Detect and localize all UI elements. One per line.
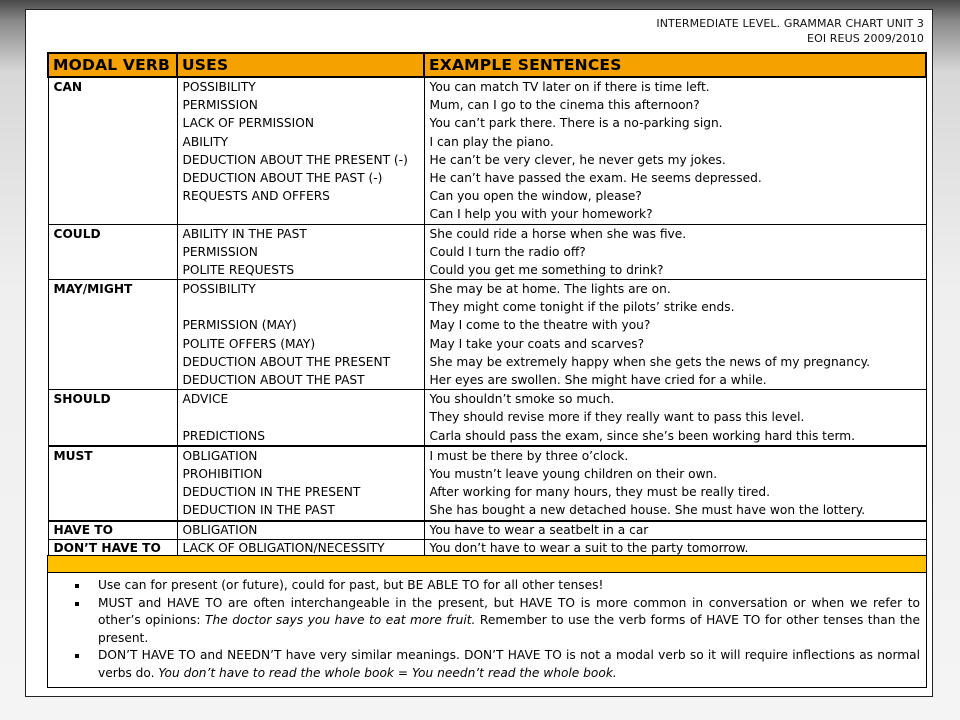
grammar-chart-sheet [25, 9, 933, 697]
uses-cell [177, 224, 424, 280]
uses-cell [177, 446, 424, 521]
use-item: ABILITY [182, 134, 229, 149]
column-header-uses: USES [177, 53, 424, 77]
example-sentence: Mum, can I go to the cinema this afternoon? [429, 98, 700, 113]
example-sentence: May I take your coats and scarves? [429, 336, 645, 351]
modal-verb-cell: HAVE TO [48, 521, 177, 540]
use-item [183, 408, 419, 426]
header-school: EOI REUS 2009/2010 [807, 32, 924, 45]
use-item: POSSIBILITY [182, 282, 256, 297]
modal-verb-cell: CAN [48, 77, 177, 224]
example-sentence: Her eyes are swollen. She might have cried for a while. [429, 373, 767, 387]
modal-verb-cell: MUST [48, 446, 177, 521]
modal-verb-cell: SHOULD [48, 390, 177, 446]
use-item: OBLIGATION [182, 448, 258, 463]
use-item [183, 298, 419, 316]
use-item: DEDUCTION ABOUT THE PRESENT (-) [182, 152, 408, 167]
examples-cell [424, 390, 926, 446]
example-sentence: You can’t park there. There is a no-parking sign. [429, 116, 723, 131]
use-item: POLITE REQUESTS [182, 262, 295, 277]
example-sentence: Could I turn the radio off? [429, 244, 586, 259]
example-sentence: She has bought a new detached house. She must have won the lottery. [429, 503, 866, 518]
use-item: DEDUCTION ABOUT THE PAST (-) [182, 170, 383, 185]
example-sentence: She may be extremely happy when she gets the news of my pregnancy. [429, 354, 870, 369]
examples-cell [424, 77, 926, 224]
use-item: ABILITY IN THE PAST [182, 226, 307, 241]
example-sentence: They should revise more if they really want to pass this level. [429, 410, 805, 425]
note-2 [98, 595, 920, 648]
examples-cell [424, 521, 926, 540]
use-item: POLITE OFFERS (MAY) [182, 336, 316, 351]
use-item: DEDUCTION ABOUT THE PRESENT [182, 354, 391, 369]
uses-cell [177, 77, 424, 224]
modal-verb-table [47, 52, 927, 558]
note-1 [98, 577, 920, 595]
example-sentence: Can you open the window, please? [429, 189, 642, 204]
usage-notes [47, 573, 927, 688]
note-2-text: MUST and HAVE TO are often interchangeable in the present, but HAVE TO is more common in conversation or when we refer to other’s opinions: [98, 595, 920, 627]
note-3-example: You don’t have to read the whole book = You needn’t read the whole book. [158, 665, 617, 680]
example-sentence: You don’t have to wear a suit to the party tomorrow. [429, 540, 749, 555]
example-sentence: Could you get me something to drink? [429, 262, 664, 277]
example-sentence: I must be there by three o’clock. [429, 448, 629, 463]
uses-cell [177, 521, 424, 540]
use-item: REQUESTS AND OFFERS [182, 189, 330, 204]
use-item [183, 205, 419, 223]
column-header-modal: MODAL VERB [48, 53, 177, 77]
table-row [48, 280, 926, 390]
uses-cell [177, 280, 424, 390]
example-sentence: After working for many hours, they must be really tired. [429, 485, 771, 500]
use-item: PERMISSION (MAY) [182, 318, 297, 333]
example-sentence: May I come to the theatre with you? [429, 318, 651, 333]
examples-cell [424, 280, 926, 390]
table-row [48, 390, 926, 446]
header-level: INTERMEDIATE LEVEL. GRAMMAR CHART UNIT 3 [656, 17, 924, 30]
example-sentence: You shouldn’t smoke so much. [429, 392, 615, 407]
modal-verb-cell: MAY/MIGHT [48, 280, 177, 390]
note-3 [98, 647, 920, 682]
column-header-examples: EXAMPLE SENTENCES [424, 53, 926, 77]
modal-verb-cell: DON’T HAVE TO [48, 539, 177, 557]
use-item: OBLIGATION [182, 522, 258, 537]
use-item: PROHIBITION [182, 466, 263, 481]
table-header-row [48, 53, 926, 77]
note-2-text-end: Remember to use the verb forms of HAVE TO for other tenses than the present. [98, 613, 921, 645]
table-row [48, 446, 926, 521]
document-header [656, 16, 924, 46]
example-sentence: They might come tonight if the pilots’ strike ends. [429, 300, 735, 315]
example-sentence: Carla should pass the exam, since she’s been working hard this term. [429, 428, 855, 443]
use-item: POSSIBILITY [182, 80, 256, 94]
use-item: DEDUCTION IN THE PRESENT [182, 485, 361, 500]
note-3-text: DON’T HAVE TO and NEEDN’T have very similar meanings. DON’T HAVE TO is not a modal verb so it will require inflections as normal verbs do. [98, 648, 920, 680]
examples-cell [424, 446, 926, 521]
example-sentence: You have to wear a seatbelt in a car [429, 522, 649, 537]
example-sentence: He can’t have passed the exam. He seems depressed. [429, 170, 762, 185]
uses-cell [177, 390, 424, 446]
use-item: LACK OF OBLIGATION/NECESSITY [182, 540, 385, 555]
example-sentence: He can’t be very clever, he never gets my jokes. [429, 152, 726, 167]
use-item: DEDUCTION IN THE PAST [182, 503, 335, 518]
example-sentence: Can I help you with your homework? [429, 207, 653, 222]
example-sentence: You mustn’t leave young children on their own. [429, 466, 718, 481]
example-sentence: I can play the piano. [429, 134, 554, 149]
use-item: PERMISSION [182, 244, 258, 259]
examples-cell [424, 224, 926, 280]
table-row [48, 224, 926, 280]
modal-verb-cell: COULD [48, 224, 177, 280]
example-sentence: She could ride a horse when she was five. [429, 226, 687, 241]
use-item: ADVICE [182, 392, 229, 407]
use-item: DEDUCTION ABOUT THE PAST [182, 373, 365, 387]
table-row [48, 521, 926, 540]
use-item: PREDICTIONS [182, 428, 265, 443]
example-sentence: You can match TV later on if there is time left. [429, 80, 710, 94]
orange-separator-band [47, 555, 927, 573]
use-item: PERMISSION [182, 98, 258, 113]
table-row [48, 77, 926, 224]
note-2-example: The doctor says you have to eat more fruit. [205, 613, 476, 627]
use-item: LACK OF PERMISSION [182, 116, 314, 131]
note-1-text: Use can for present (or future), could for past, but BE ABLE TO for all other tenses! [98, 578, 604, 592]
example-sentence: She may be at home. The lights are on. [429, 282, 671, 297]
